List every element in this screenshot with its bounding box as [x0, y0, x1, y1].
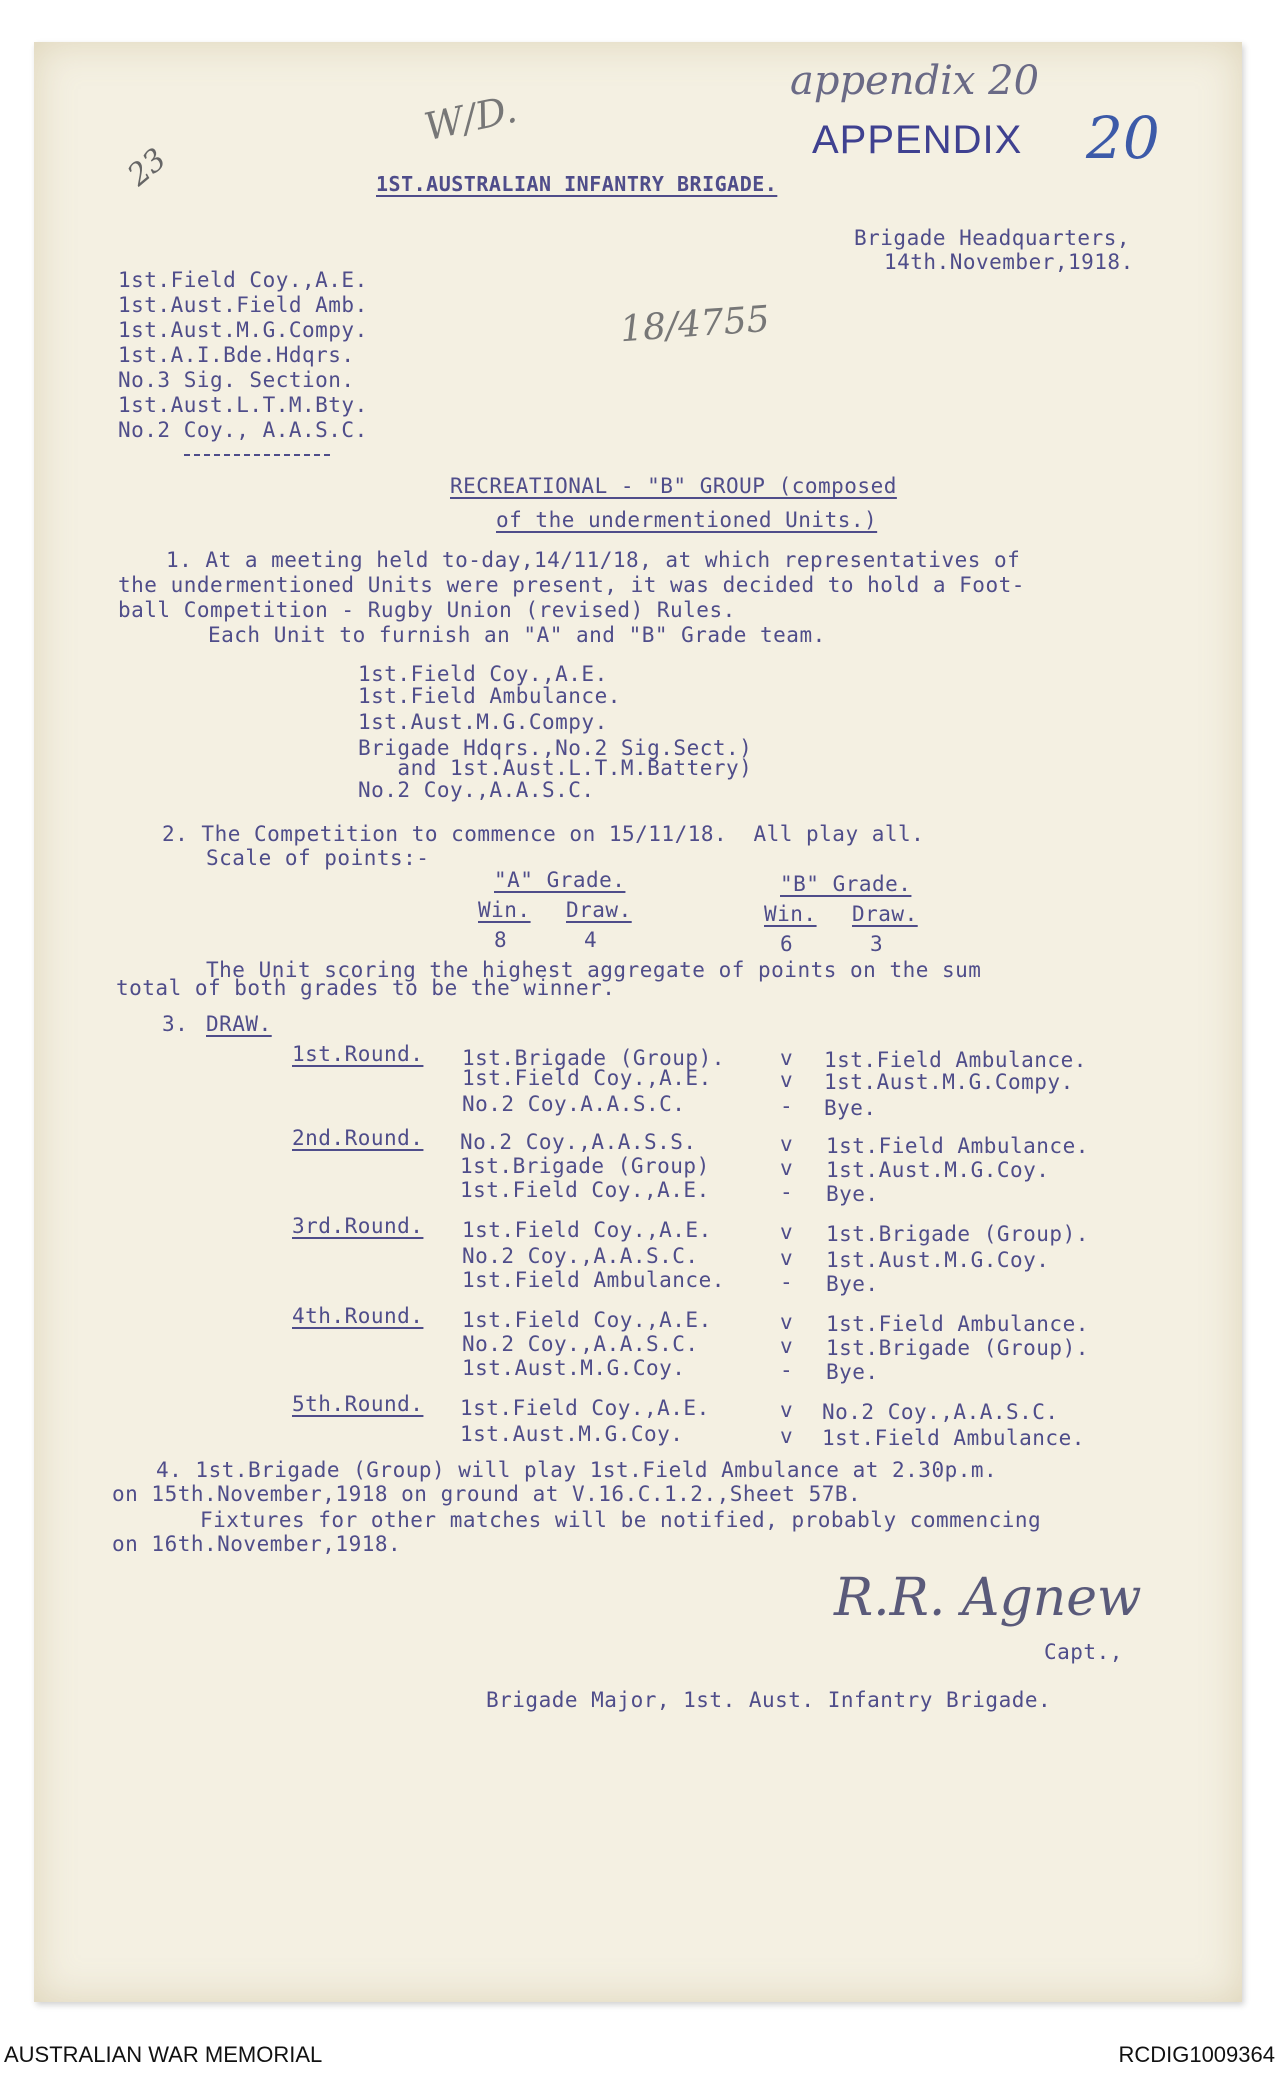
unit-item: and 1st.Aust.L.T.M.Battery) — [358, 756, 753, 780]
para3-label: 3. — [162, 1012, 189, 1036]
unit-item: 1st.Aust.M.G.Compy. — [358, 710, 608, 734]
fixture-home: 1st.Aust.M.G.Coy. — [462, 1356, 686, 1380]
fixture-away: 1st.Field Ambulance. — [824, 1048, 1087, 1072]
header-date: 14th.November,1918. — [884, 250, 1134, 274]
fixture-away: 1st.Brigade (Group). — [826, 1222, 1089, 1246]
fixture-away: Bye. — [826, 1272, 879, 1296]
fixture-home: No.2 Coy.,A.A.S.C. — [462, 1332, 699, 1356]
fixture-separator: v — [780, 1398, 794, 1422]
para4-line: 4. 1st.Brigade (Group) will play 1st.Field Ambulance at 2.30p.m. — [156, 1458, 998, 1482]
para2-line: Scale of points:- — [206, 846, 430, 870]
b-draw-points: 3 — [870, 932, 884, 956]
fixture-home: No.2 Coy.,A.A.S.S. — [460, 1130, 697, 1154]
fixture-home: 1st.Aust.M.G.Coy. — [460, 1422, 684, 1446]
round-label: 3rd.Round. — [292, 1214, 424, 1238]
fixture-away: Bye. — [824, 1096, 877, 1120]
fixture-home: No.2 Coy.A.A.S.C. — [462, 1092, 686, 1116]
fixture-away: 1st.Brigade (Group). — [826, 1336, 1089, 1360]
round-label: 4th.Round. — [292, 1304, 424, 1328]
handwritten-file-reference: 18/4755 — [618, 298, 771, 351]
a-win-points: 8 — [494, 928, 508, 952]
fixture-home: 1st.Field Coy.,A.E. — [460, 1178, 710, 1202]
b-draw-header: Draw. — [852, 902, 918, 926]
fixture-home: 1st.Brigade (Group) — [460, 1154, 710, 1178]
handwritten-appendix-note: appendix 20 — [790, 58, 1040, 104]
fixture-away: 1st.Aust.M.G.Coy. — [826, 1248, 1050, 1272]
unit-item: 1st.Field Coy.,A.E. — [358, 662, 608, 686]
signatory-title: Brigade Major, 1st. Aust. Infantry Brigade. — [486, 1688, 1052, 1712]
a-win-header: Win. — [478, 898, 531, 922]
fixture-separator: v — [780, 1046, 794, 1070]
unit-item: Brigade Hdqrs.,No.2 Sig.Sect.) — [358, 736, 753, 760]
distribution-item: No.3 Sig. Section. — [118, 368, 355, 392]
b-win-header: Win. — [764, 902, 817, 926]
fixture-separator: v — [780, 1334, 794, 1358]
header-location: Brigade Headquarters, — [854, 226, 1131, 250]
fixture-home: 1st.Field Ambulance. — [462, 1268, 725, 1292]
fixture-home: No.2 Coy.,A.A.S.C. — [462, 1244, 699, 1268]
distribution-item: 1st.Field Coy.,A.E. — [118, 268, 368, 292]
para1-line: ball Competition - Rugby Union (revised) Rules. — [118, 598, 736, 622]
brigade-title: 1ST.AUSTRALIAN INFANTRY BRIGADE. — [376, 172, 778, 196]
fixture-separator: - — [780, 1270, 794, 1294]
fixture-separator: - — [780, 1180, 794, 1204]
round-label: 5th.Round. — [292, 1392, 424, 1416]
distribution-item: 1st.Aust.L.T.M.Bty. — [118, 393, 368, 417]
subject-line-1: RECREATIONAL - "B" GROUP (composed — [450, 474, 897, 498]
fixture-separator: v — [780, 1246, 794, 1270]
distribution-item: 1st.Aust.Field Amb. — [118, 293, 368, 317]
para1-line: the undermentioned Units were present, it was decided to hold a Foot- — [118, 573, 1025, 597]
fixture-away: 1st.Aust.M.G.Coy. — [826, 1158, 1050, 1182]
round-label: 2nd.Round. — [292, 1126, 424, 1150]
fixture-separator: v — [780, 1310, 794, 1334]
signatory-rank: Capt., — [1044, 1640, 1123, 1664]
fixture-away: Bye. — [826, 1360, 879, 1384]
para1-line: Each Unit to furnish an "A" and "B" Grade team. — [208, 623, 826, 647]
para2-line: The Unit scoring the highest aggregate of points on the sum — [206, 958, 982, 982]
fixture-separator: - — [780, 1094, 794, 1118]
para4-line: Fixtures for other matches will be notified, probably commencing — [200, 1508, 1042, 1532]
fixture-away: 1st.Field Ambulance. — [822, 1426, 1085, 1450]
footer-source: AUSTRALIAN WAR MEMORIAL — [4, 2042, 323, 2067]
para2-line: 2. The Competition to commence on 15/11/18. All play all. — [162, 822, 925, 846]
footer-record-id: RCDIG1009364 — [1118, 2042, 1275, 2067]
round-label: 1st.Round. — [292, 1042, 424, 1066]
fixture-separator: v — [780, 1156, 794, 1180]
handwritten-margin-number: 23 — [121, 141, 173, 194]
fixture-separator: v — [780, 1424, 794, 1448]
appendix-stamp: APPENDIX — [812, 118, 1023, 162]
b-win-points: 6 — [780, 932, 794, 956]
fixture-away: 1st.Field Ambulance. — [826, 1134, 1089, 1158]
b-grade-header: "B" Grade. — [780, 872, 912, 896]
a-draw-header: Draw. — [566, 898, 632, 922]
distribution-item: 1st.Aust.M.G.Compy. — [118, 318, 368, 342]
fixture-home: 1st.Field Coy.,A.E. — [462, 1308, 712, 1332]
a-grade-header: "A" Grade. — [494, 868, 626, 892]
fixture-home: 1st.Field Coy.,A.E. — [460, 1396, 710, 1420]
fixture-away: No.2 Coy.,A.A.S.C. — [822, 1400, 1059, 1424]
fixture-separator: - — [780, 1358, 794, 1382]
handwritten-initials: W/D. — [420, 86, 521, 150]
fixture-separator: v — [780, 1132, 794, 1156]
fixture-away: 1st.Field Ambulance. — [826, 1312, 1089, 1336]
para4-line: on 15th.November,1918 on ground at V.16.C.1.2.,Sheet 57B. — [112, 1482, 862, 1506]
fixture-separator: v — [780, 1068, 794, 1092]
a-draw-points: 4 — [584, 928, 598, 952]
unit-item: No.2 Coy.,A.A.S.C. — [358, 778, 595, 802]
distribution-divider — [184, 454, 330, 456]
para1-line: 1. At a meeting held to-day,14/11/18, at which representatives of — [166, 548, 1021, 572]
fixture-separator: v — [780, 1220, 794, 1244]
fixture-away: 1st.Aust.M.G.Compy. — [824, 1070, 1074, 1094]
para2-line: total of both grades to be the winner. — [116, 976, 616, 1000]
para4-line: on 16th.November,1918. — [112, 1532, 402, 1556]
unit-item: 1st.Field Ambulance. — [358, 684, 621, 708]
subject-line-2: of the undermentioned Units.) — [496, 508, 878, 532]
fixture-away: Bye. — [826, 1182, 879, 1206]
distribution-item: 1st.A.I.Bde.Hdqrs. — [118, 343, 355, 367]
distribution-item: No.2 Coy., A.A.S.C. — [118, 418, 368, 442]
draw-title: DRAW. — [206, 1012, 272, 1036]
signature: R.R. Agnew — [834, 1568, 1142, 1628]
handwritten-appendix-number: 20 — [1086, 104, 1160, 172]
fixture-home: 1st.Field Coy.,A.E. — [462, 1218, 712, 1242]
fixture-home: 1st.Brigade (Group). — [462, 1046, 725, 1070]
fixture-home: 1st.Field Coy.,A.E. — [462, 1066, 712, 1090]
